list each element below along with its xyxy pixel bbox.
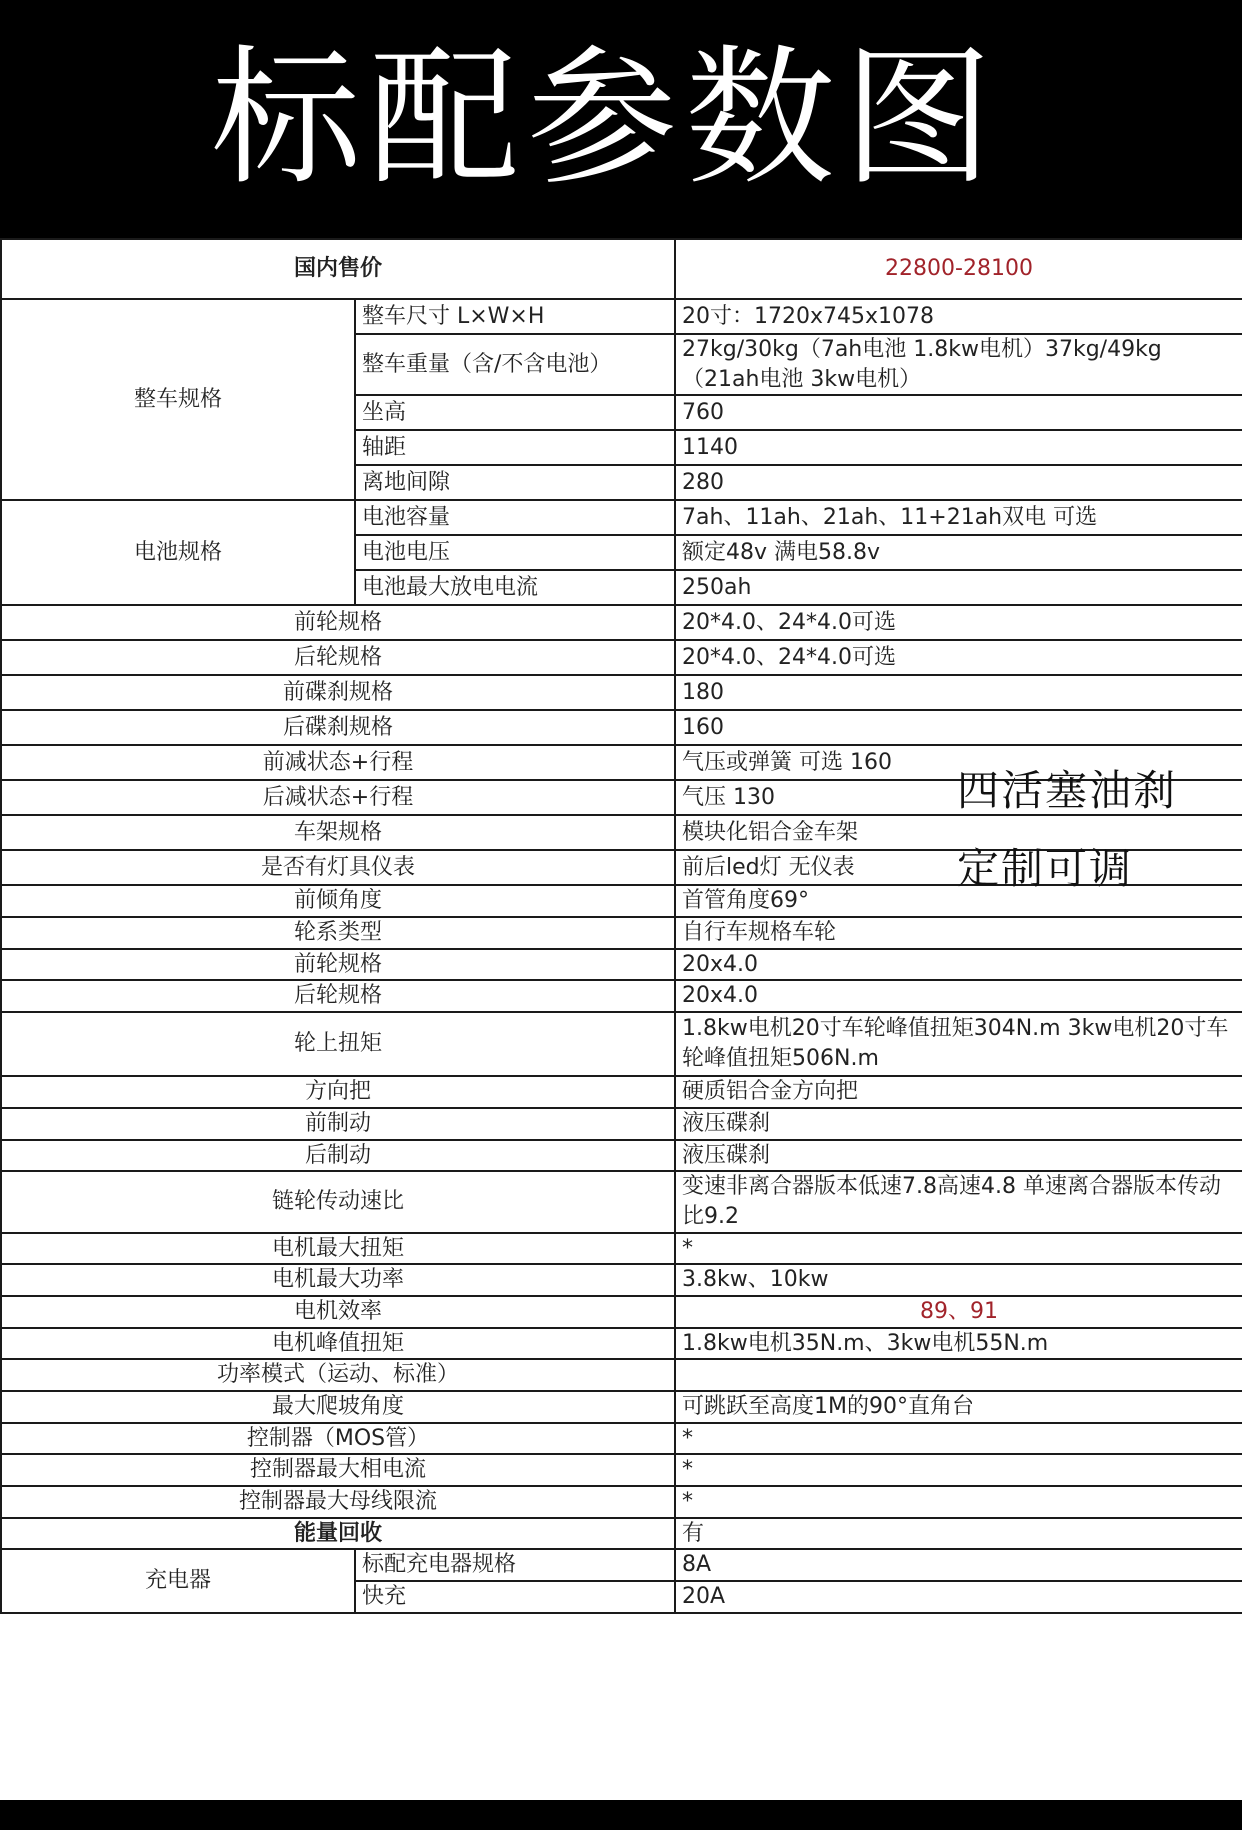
row-label: 前制动 — [1, 1108, 675, 1140]
spec-value: 20A — [675, 1581, 1242, 1613]
table-row — [1, 299, 1242, 334]
spec-value: 可跳跃至高度1M的90°直角台 — [675, 1391, 1242, 1423]
table-row — [1, 1549, 1242, 1581]
spec-value: 760 — [675, 395, 1242, 430]
table-row — [1, 1486, 1242, 1518]
spec-value: 首管角度69° — [675, 885, 1242, 917]
spec-value: * — [675, 1233, 1242, 1265]
table-row — [1, 917, 1242, 949]
spec-sheet — [0, 238, 1242, 1800]
table-row — [1, 1359, 1242, 1391]
row-label: 电机最大功率 — [1, 1264, 675, 1296]
spec-value: 模块化铝合金车架 — [675, 815, 1242, 850]
row-label: 后轮规格 — [1, 640, 675, 675]
spec-value: 7ah、11ah、21ah、11+21ah双电 可选 — [675, 500, 1242, 535]
row-label: 最大爬坡角度 — [1, 1391, 675, 1423]
sub-label: 快充 — [355, 1581, 675, 1613]
spec-value: 3.8kw、10kw — [675, 1264, 1242, 1296]
sub-label: 标配充电器规格 — [355, 1549, 675, 1581]
row-label: 能量回收 — [1, 1518, 675, 1550]
row-label: 轮上扭矩 — [1, 1012, 675, 1076]
price-value: 22800-28100 — [675, 239, 1242, 299]
table-row — [1, 1391, 1242, 1423]
charger-label: 充电器 — [1, 1549, 355, 1612]
table-row — [1, 1108, 1242, 1140]
spec-value: 250ah — [675, 570, 1242, 605]
row-label: 轮系类型 — [1, 917, 675, 949]
sub-label: 轴距 — [355, 430, 675, 465]
price-label: 国内售价 — [1, 239, 675, 299]
table-row — [1, 1012, 1242, 1076]
spec-value: 自行车规格车轮 — [675, 917, 1242, 949]
sub-label: 离地间隙 — [355, 465, 675, 500]
spec-value: 液压碟刹 — [675, 1140, 1242, 1172]
table-row — [1, 1328, 1242, 1360]
table-row — [1, 1518, 1242, 1550]
row-label: 前减状态+行程 — [1, 745, 675, 780]
spec-value: 硬质铝合金方向把 — [675, 1076, 1242, 1108]
row-label: 方向把 — [1, 1076, 675, 1108]
spec-value: 变速非离合器版本低速7.8高速4.8 单速离合器版本传动比9.2 — [675, 1171, 1242, 1232]
sub-label: 整车尺寸 L×W×H — [355, 299, 675, 334]
row-label: 是否有灯具仪表 — [1, 850, 675, 885]
spec-value: 280 — [675, 465, 1242, 500]
table-row — [1, 1233, 1242, 1265]
row-label: 前碟刹规格 — [1, 675, 675, 710]
sub-label: 坐高 — [355, 395, 675, 430]
row-label: 车架规格 — [1, 815, 675, 850]
spec-value: 气压或弹簧 可选 160 — [675, 745, 1242, 780]
spec-value — [675, 1359, 1242, 1391]
row-label: 后减状态+行程 — [1, 780, 675, 815]
spec-value: 20x4.0 — [675, 949, 1242, 981]
row-label: 电机最大扭矩 — [1, 1233, 675, 1265]
row-label: 前轮规格 — [1, 949, 675, 981]
row-label: 控制器最大母线限流 — [1, 1486, 675, 1518]
spec-value: 8A — [675, 1549, 1242, 1581]
brake-note-line1: 四活塞油刹 — [957, 766, 1178, 815]
spec-value: 1.8kw电机35N.m、3kw电机55N.m — [675, 1328, 1242, 1360]
spec-value: 气压 130 — [675, 780, 1242, 815]
table-row — [1, 640, 1242, 675]
spec-value: 1140 — [675, 430, 1242, 465]
spec-value: 20x4.0 — [675, 980, 1242, 1012]
sub-label: 整车重量（含/不含电池） — [355, 334, 675, 395]
table-row — [1, 1140, 1242, 1172]
row-label: 前倾角度 — [1, 885, 675, 917]
spec-value: * — [675, 1423, 1242, 1455]
row-label: 后制动 — [1, 1140, 675, 1172]
row-label: 前轮规格 — [1, 605, 675, 640]
title-banner — [0, 0, 1242, 238]
sub-label: 电池电压 — [355, 535, 675, 570]
spec-value: 额定48v 满电58.8v — [675, 535, 1242, 570]
spec-value: 20寸：1720x745x1078 — [675, 299, 1242, 334]
sub-label: 电池容量 — [355, 500, 675, 535]
row-label: 链轮传动速比 — [1, 1171, 675, 1232]
table-row — [1, 1454, 1242, 1486]
table-row — [1, 1076, 1242, 1108]
row-label: 控制器（MOS管） — [1, 1423, 675, 1455]
spec-value: 1.8kw电机20寸车轮峰值扭矩304N.m 3kw电机20寸车轮峰值扭矩506N.m — [675, 1012, 1242, 1076]
row-label: 功率模式（运动、标准） — [1, 1359, 675, 1391]
table-row — [1, 239, 1242, 299]
row-label: 电机效率 — [1, 1296, 675, 1328]
table-row — [1, 605, 1242, 640]
spec-value: 液压碟刹 — [675, 1108, 1242, 1140]
table-row — [1, 1423, 1242, 1455]
table-row — [1, 675, 1242, 710]
row-label: 电机峰值扭矩 — [1, 1328, 675, 1360]
brake-note-line2: 定制可调 — [957, 844, 1134, 893]
table-row — [1, 1264, 1242, 1296]
row-label: 后轮规格 — [1, 980, 675, 1012]
efficiency-value: 89、91 — [675, 1296, 1242, 1328]
spec-table — [0, 238, 1242, 1614]
battery-spec-label: 电池规格 — [1, 500, 355, 605]
bottom-bar — [0, 1800, 1242, 1830]
spec-value: 20*4.0、24*4.0可选 — [675, 605, 1242, 640]
table-row — [1, 980, 1242, 1012]
spec-value: 27kg/30kg（7ah电池 1.8kw电机）37kg/49kg（21ah电池 3kw电机） — [675, 334, 1242, 395]
spec-value: * — [675, 1454, 1242, 1486]
table-row — [1, 710, 1242, 745]
spec-value: 180 — [675, 675, 1242, 710]
vehicle-spec-label: 整车规格 — [1, 299, 355, 500]
spec-value: 有 — [675, 1518, 1242, 1550]
spec-value: 20*4.0、24*4.0可选 — [675, 640, 1242, 675]
row-label: 控制器最大相电流 — [1, 1454, 675, 1486]
table-row — [1, 500, 1242, 535]
page-title: 标配参数图 — [210, 32, 1001, 206]
spec-value: * — [675, 1486, 1242, 1518]
spec-value: 前后led灯 无仪表 — [675, 850, 1242, 885]
table-row — [1, 1171, 1242, 1232]
sub-label: 电池最大放电电流 — [355, 570, 675, 605]
table-row — [1, 949, 1242, 981]
row-label: 后碟刹规格 — [1, 710, 675, 745]
spec-value: 160 — [675, 710, 1242, 745]
table-row — [1, 1296, 1242, 1328]
